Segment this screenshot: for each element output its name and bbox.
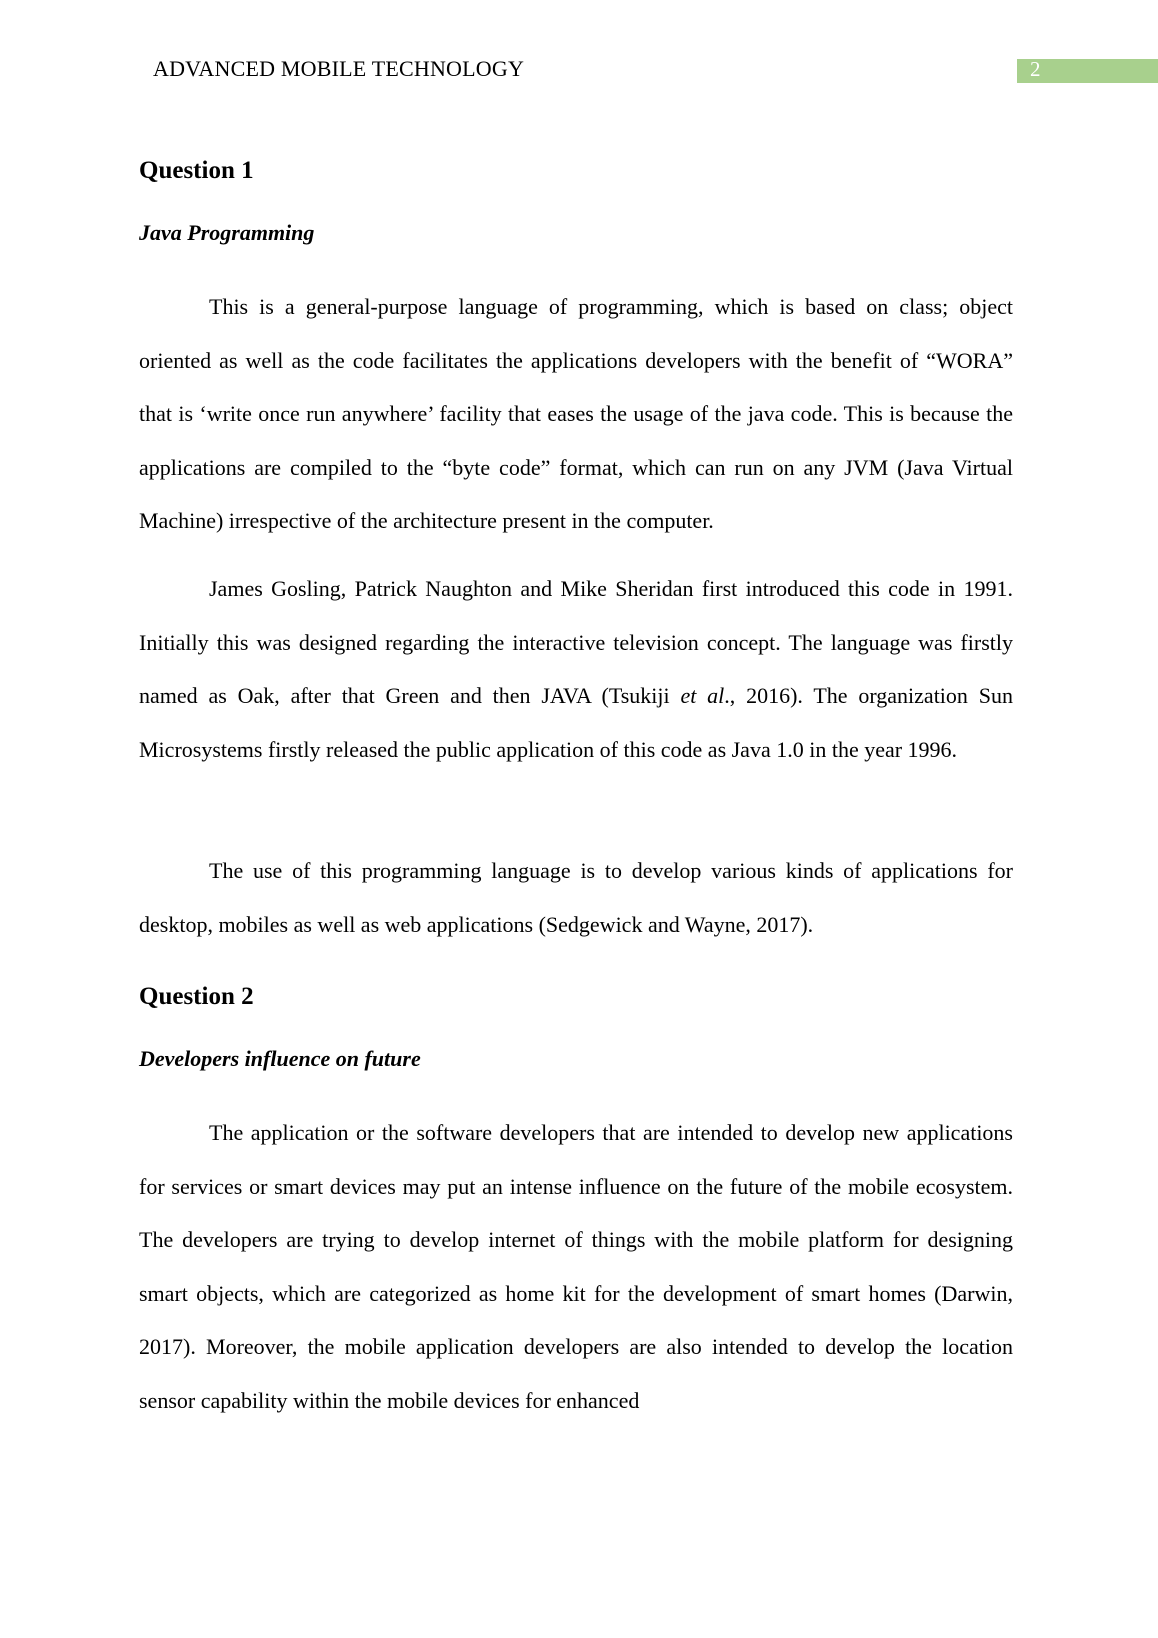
paragraph: This is a general-purpose language of programming, which is based on class; object oriented as well as the code facilitates the applications developers with the benefit of “WORA” that is ‘write once run anywhere’ facility that eases the usage of the java code. This is because the applications are compiled to the “byte code” format, which can run on any JVM (Java Virtual Machine) irrespective of the architecture present in the computer. — [139, 294, 1013, 533]
section-subheading: Java Programming — [139, 220, 315, 245]
page-number-box — [1017, 59, 1158, 83]
section-heading: Question 2 — [139, 983, 254, 1010]
page-number: 2 — [1030, 57, 1041, 81]
paragraph-text: ., 2016). The organization Sun Microsystems firstly released the public application of this code as Java 1.0 in the year 1996. — [139, 683, 1013, 762]
section-subheading: Developers influence on future — [139, 1046, 421, 1071]
header-title: ADVANCED MOBILE TECHNOLOGY — [153, 56, 525, 81]
section-heading: Question 1 — [139, 157, 254, 184]
paragraph — [139, 562, 1013, 776]
paragraph: The application or the software developers that are intended to develop new applications for services or smart devices may put an intense influence on the future of the mobile ecosystem. The developers are trying to develop internet of things with the mobile platform for designing smart objects, which are categorized as home kit for the development of smart homes (Darwin, 2017). Moreover, the mobile application developers are also intended to develop the location sensor capability within the mobile devices for enhanced — [139, 1120, 1013, 1413]
paragraph: The use of this programming language is to develop various kinds of applications for desktop, mobiles as well as web applications (Sedgewick and Wayne, 2017). — [139, 858, 1013, 937]
paragraph-italic-text: et al — [680, 683, 725, 708]
paragraph-text: James Gosling, Patrick Naughton and Mike Sheridan first introduced this code in 1991. Initially this was designed regarding the interactive television concept. The language was firstly named as Oak, after that Green and then JAVA (Tsukiji — [139, 576, 1013, 708]
